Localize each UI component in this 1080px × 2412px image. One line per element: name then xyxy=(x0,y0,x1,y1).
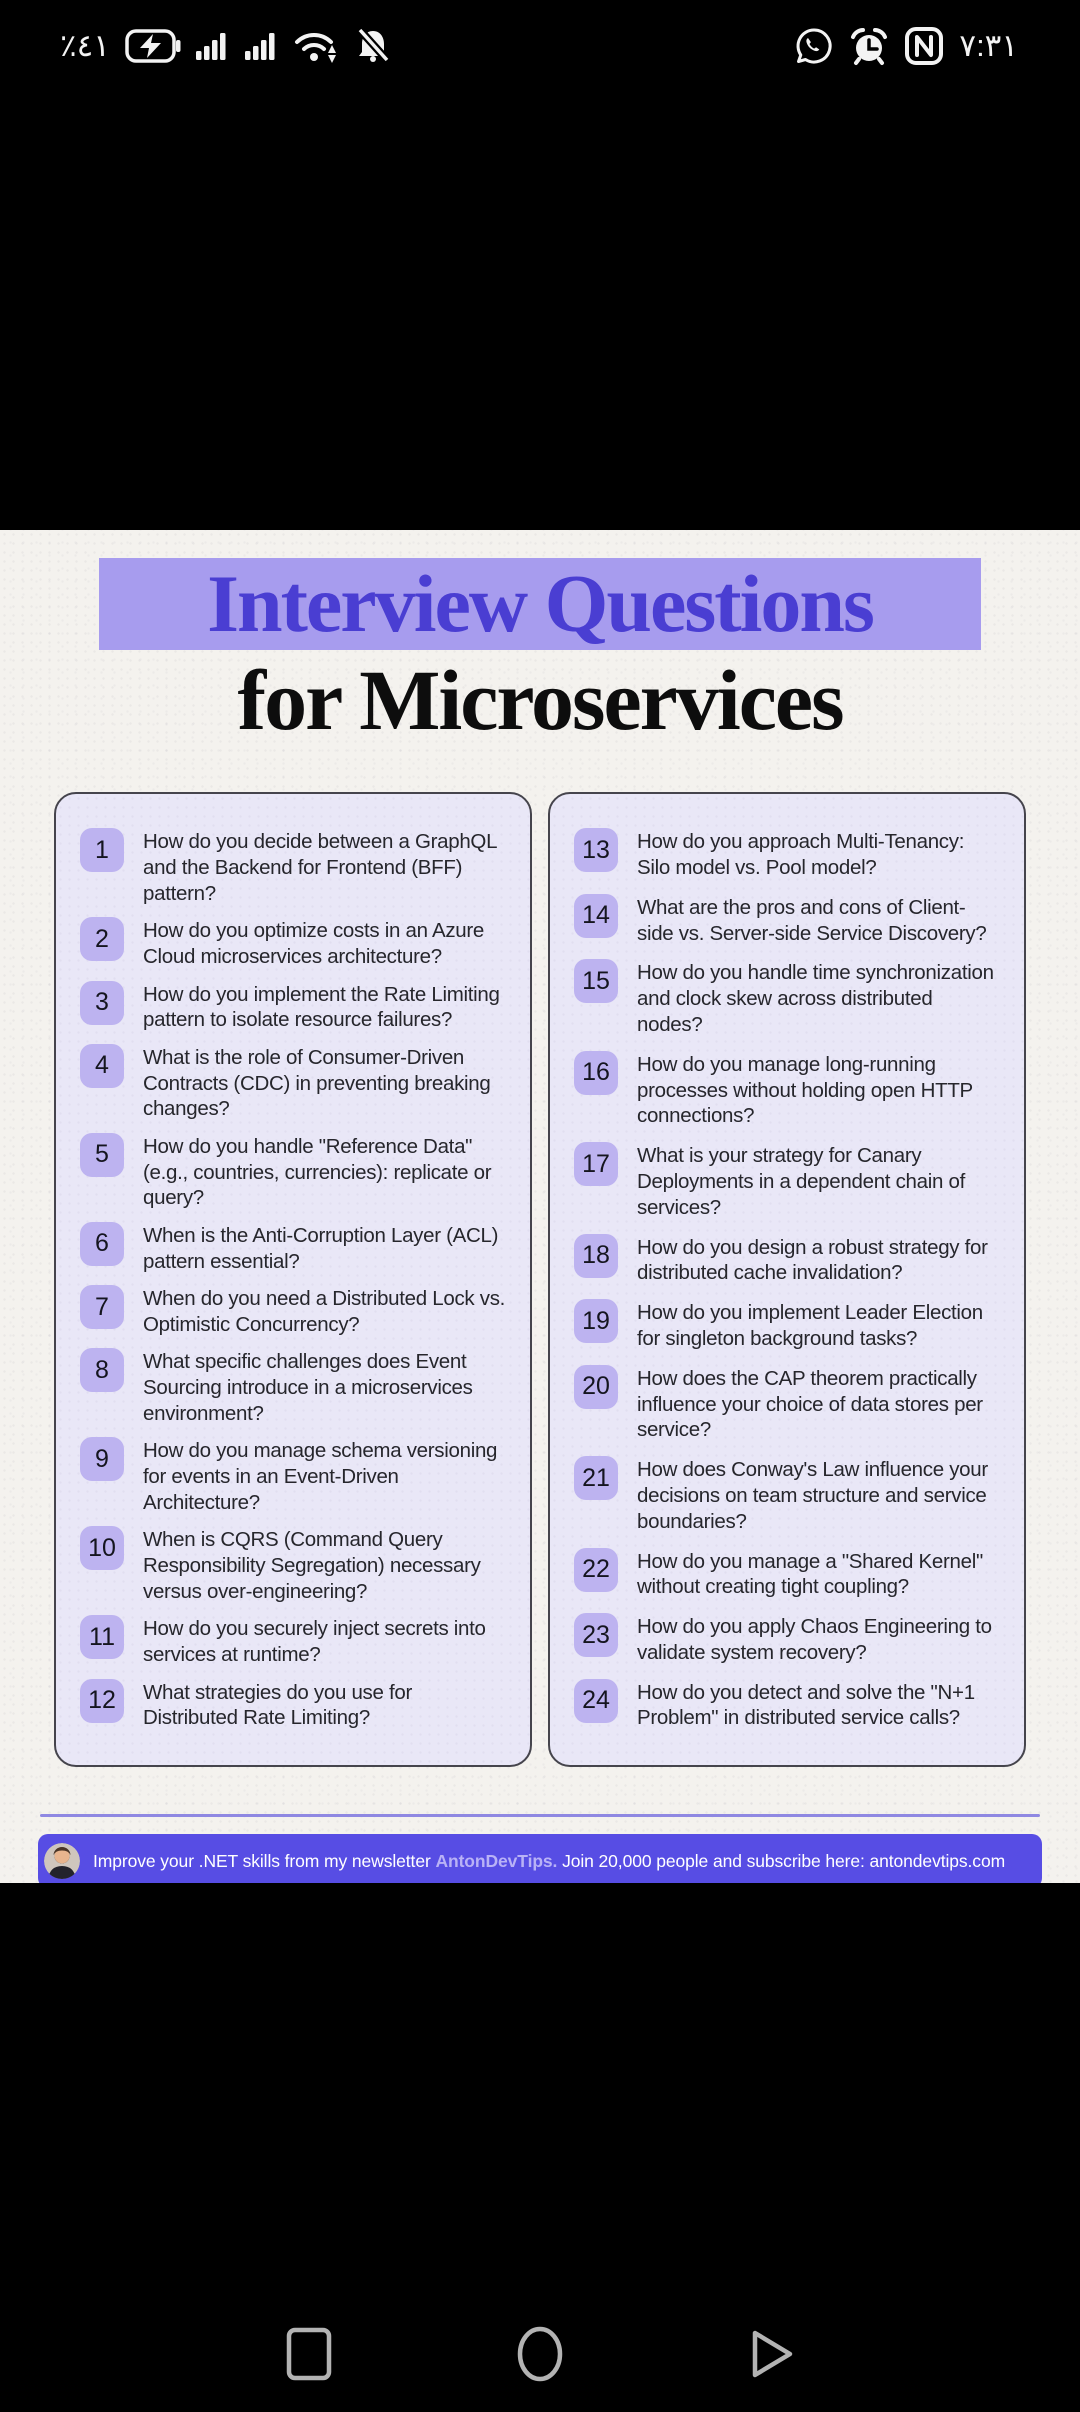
footer-divider xyxy=(40,1814,1040,1817)
question-row xyxy=(80,981,506,1034)
question-text: How do you implement the Rate Limiting pattern to isolate resource failures? xyxy=(143,982,500,1032)
signal-2-icon xyxy=(245,31,279,61)
question-number: 1 xyxy=(80,828,124,872)
question-number: 23 xyxy=(574,1613,618,1657)
question-number: 11 xyxy=(80,1615,124,1659)
avatar xyxy=(44,1843,80,1879)
question-number: 10 xyxy=(80,1526,124,1570)
question-number: 20 xyxy=(574,1365,618,1409)
signal-icon xyxy=(196,31,230,61)
brand-name: AntonDevTips. xyxy=(435,1850,558,1871)
question-text: How do you implement Leader Election for singleton background tasks? xyxy=(637,1301,983,1350)
newsletter-banner[interactable] xyxy=(38,1834,1042,1883)
question-row xyxy=(80,1348,506,1426)
title-block xyxy=(0,530,1080,748)
question-number: 15 xyxy=(574,959,618,1003)
question-text: When is CQRS (Command Query Responsibility Segregation) necessary versus over-engineering? xyxy=(143,1528,481,1603)
status-bar xyxy=(0,0,1080,66)
question-text: How do you detect and solve the "N+1 Problem" in distributed service calls? xyxy=(637,1680,975,1730)
question-row xyxy=(80,1133,506,1211)
question-text: What are the pros and cons of Client-side vs. Server-side Service Discovery? xyxy=(637,895,987,945)
question-number: 7 xyxy=(80,1285,124,1329)
newsletter-text xyxy=(93,1851,1005,1872)
question-text: How do you apply Chaos Engineering to validate system recovery? xyxy=(637,1615,992,1664)
question-number: 16 xyxy=(574,1051,618,1095)
page-title-text: Interview Questions xyxy=(207,558,873,649)
question-text: How do you manage a "Shared Kernel" without creating tight coupling? xyxy=(637,1549,983,1599)
question-row xyxy=(574,1613,1000,1666)
bell-muted-icon xyxy=(355,28,391,64)
question-number: 14 xyxy=(574,894,618,938)
question-number: 12 xyxy=(80,1679,124,1723)
recents-icon[interactable] xyxy=(285,2326,333,2382)
whatsapp-icon xyxy=(794,26,834,66)
question-row xyxy=(80,1615,506,1668)
battery-charging-icon xyxy=(125,29,181,63)
back-icon[interactable] xyxy=(747,2326,795,2382)
question-text: When do you need a Distributed Lock vs. Optimistic Concurrency? xyxy=(143,1287,506,1336)
question-columns xyxy=(54,792,1026,1767)
question-row xyxy=(574,1142,1000,1220)
question-row xyxy=(574,1456,1000,1534)
question-number: 13 xyxy=(574,828,618,872)
clock-label: ٧:٣١ xyxy=(959,28,1018,63)
question-text: How do you manage long-running processes without holding open HTTP connections? xyxy=(637,1052,973,1128)
question-text: How do you optimize costs in an Azure Cloud microservices architecture? xyxy=(143,919,484,969)
question-text: How do you securely inject secrets into services at runtime? xyxy=(143,1617,486,1667)
question-text: How do you approach Multi-Tenancy: Silo model vs. Pool model? xyxy=(637,830,965,880)
question-number: 17 xyxy=(574,1142,618,1186)
questions-card-right xyxy=(548,792,1026,1767)
home-icon[interactable] xyxy=(516,2326,564,2382)
question-number: 6 xyxy=(80,1222,124,1266)
question-text: What is the role of Consumer-Driven Contracts (CDC) in preventing breaking changes? xyxy=(143,1045,491,1121)
page-subtitle: for Microservices xyxy=(237,652,843,748)
question-row xyxy=(80,1044,506,1122)
question-text: How do you handle "Reference Data" (e.g., countries, currencies): replicate or query? xyxy=(143,1134,492,1210)
question-text: How do you decide between a GraphQL and the Backend for Frontend (BFF) pattern? xyxy=(143,830,497,905)
question-row xyxy=(574,1051,1000,1129)
alarm-icon xyxy=(849,26,889,66)
question-row xyxy=(574,894,1000,947)
bottom-black-band xyxy=(0,1883,1080,2412)
question-text: How do you manage schema versioning for events in an Event-Driven Architecture? xyxy=(143,1439,498,1514)
page-title xyxy=(99,558,981,650)
question-text: When is the Anti-Corruption Layer (ACL) pattern essential? xyxy=(143,1223,499,1273)
question-number: 24 xyxy=(574,1679,618,1723)
question-row xyxy=(574,1365,1000,1443)
question-text: How does Conway's Law influence your decisions on team structure and service boundaries? xyxy=(637,1458,988,1533)
question-row xyxy=(574,1548,1000,1601)
question-row xyxy=(574,828,1000,881)
question-number: 19 xyxy=(574,1299,618,1343)
question-text: How does the CAP theorem practically influence your choice of data stores per service? xyxy=(637,1366,983,1442)
question-number: 5 xyxy=(80,1133,124,1177)
newsletter-suffix: Join 20,000 people and subscribe here: antondevtips.com xyxy=(557,1850,1006,1871)
nfc-icon xyxy=(904,26,944,66)
question-number: 21 xyxy=(574,1456,618,1500)
question-number: 2 xyxy=(80,917,124,961)
question-text: What is your strategy for Canary Deployments in a dependent chain of services? xyxy=(637,1144,965,1219)
question-row xyxy=(80,1437,506,1515)
question-number: 18 xyxy=(574,1234,618,1278)
question-row xyxy=(80,1222,506,1275)
newsletter-prefix: Improve your .NET skills from my newsletter xyxy=(93,1850,436,1871)
top-black-band xyxy=(0,0,1080,530)
question-number: 3 xyxy=(80,981,124,1025)
question-text: What strategies do you use for Distributed Rate Limiting? xyxy=(143,1680,413,1730)
wifi-data-icon xyxy=(294,29,340,63)
question-number: 9 xyxy=(80,1437,124,1481)
question-text: What specific challenges does Event Sourcing introduce in a microservices environment? xyxy=(143,1350,473,1425)
question-text: How do you design a robust strategy for distributed cache invalidation? xyxy=(637,1235,988,1285)
question-row xyxy=(574,1299,1000,1352)
infographic xyxy=(0,530,1080,1883)
question-row xyxy=(574,959,1000,1037)
question-row xyxy=(574,1679,1000,1732)
question-row xyxy=(80,828,506,906)
question-row xyxy=(80,1679,506,1732)
question-row xyxy=(80,917,506,970)
question-number: 4 xyxy=(80,1044,124,1088)
question-row xyxy=(574,1234,1000,1287)
nav-bar xyxy=(0,2326,1080,2382)
battery-percent-label: ٪٤١ xyxy=(60,28,110,63)
question-row xyxy=(80,1526,506,1604)
question-number: 8 xyxy=(80,1348,124,1392)
question-number: 22 xyxy=(574,1548,618,1592)
question-text: How do you handle time synchronization and clock skew across distributed nodes? xyxy=(637,961,994,1037)
questions-card-left xyxy=(54,792,532,1767)
question-row xyxy=(80,1285,506,1338)
